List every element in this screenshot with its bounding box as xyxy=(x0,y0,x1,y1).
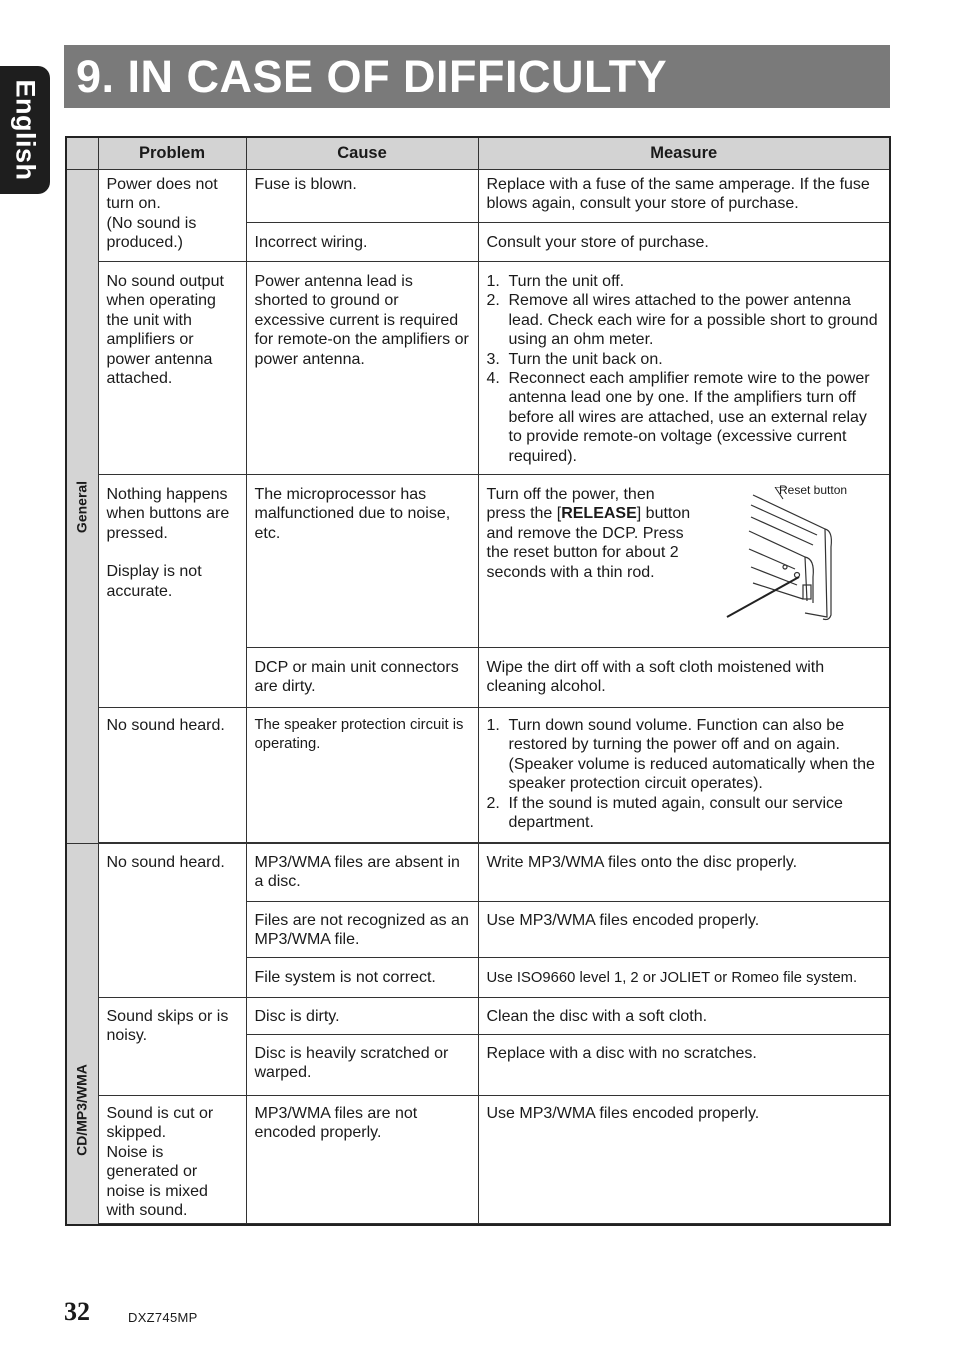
cause-cell xyxy=(246,958,478,998)
cause-cell xyxy=(246,223,478,262)
measure-text: Use MP3/WMA files encoded properly. xyxy=(486,1105,760,1122)
unit-illustration xyxy=(725,487,875,627)
table-row xyxy=(66,170,890,223)
problem-text: Display is not accurate. xyxy=(106,563,202,600)
table-row xyxy=(66,1096,890,1224)
page-title: 9. IN CASE OF DIFFICULTY xyxy=(76,51,668,102)
step-item: 4. Reconnect each amplifier remote wire to the power antenna lead one by one. If the amplifiers turn off before all wires are attached, use an external relay to provide remote-on voltage (excessive current required). xyxy=(486,370,870,465)
troubleshooting-table xyxy=(65,136,891,1226)
header-blank xyxy=(66,137,98,170)
problem-text: Power does not turn on. (No sound is produced.) xyxy=(106,176,218,252)
measure-text: Clean the disc with a soft cloth. xyxy=(486,1008,708,1025)
cause-cell xyxy=(246,998,478,1035)
cause-cell xyxy=(246,902,478,958)
title-bar xyxy=(64,45,890,108)
category-cd xyxy=(66,844,98,1226)
category-cd-label: CD/MP3/WMA xyxy=(73,1064,90,1156)
measure-steps xyxy=(487,716,882,832)
cause-text: MP3/WMA files are not encoded properly. xyxy=(254,1105,418,1142)
cause-text: DCP or main unit connectors are dirty. xyxy=(254,659,459,696)
spacer-row xyxy=(66,1224,890,1226)
table-row xyxy=(66,475,890,648)
cause-cell xyxy=(246,648,478,708)
language-tab-label: English xyxy=(10,79,41,181)
header-problem: Problem xyxy=(98,137,246,170)
category-general xyxy=(66,170,98,844)
cause-cell xyxy=(246,708,478,843)
step-item: 1. Turn down sound volume. Function can also be restored by turning the power off and on again. (Speaker volume is reduced automatically when the speaker protection circuit operates). xyxy=(486,717,875,793)
problem-cell xyxy=(98,1096,246,1224)
measure-text: Consult your store of purchase. xyxy=(486,234,709,251)
measure-cell xyxy=(478,1035,890,1096)
measure-text: Replace with a fuse of the same amperage. If the fuse blows again, consult your store of purchase. xyxy=(486,176,870,213)
problem-cell xyxy=(98,998,246,1096)
problem-cell xyxy=(98,475,246,708)
problem-cell xyxy=(98,170,246,262)
measure-text: Wipe the dirt off with a soft cloth moistened with cleaning alcohol. xyxy=(486,659,825,696)
measure-steps xyxy=(487,272,882,466)
measure-text: Use ISO9660 level 1, 2 or JOLIET or Romeo file system. xyxy=(486,970,858,986)
category-general-label: General xyxy=(73,480,90,533)
measure-cell xyxy=(478,844,890,902)
measure-cell xyxy=(478,648,890,708)
cause-cell xyxy=(246,262,478,475)
table-header-row xyxy=(66,137,890,170)
cause-text: File system is not correct. xyxy=(254,969,436,986)
table-row xyxy=(66,708,890,843)
measure-text: Use MP3/WMA files encoded properly. xyxy=(486,912,760,929)
cause-cell xyxy=(246,844,478,902)
header-cause: Cause xyxy=(246,137,478,170)
measure-cell xyxy=(478,262,890,475)
problem-text: No sound heard. xyxy=(106,717,225,734)
table-row xyxy=(66,262,890,475)
cause-text: MP3/WMA files are absent in a disc. xyxy=(254,854,460,891)
release-button-label: RELEASE xyxy=(561,505,637,523)
measure-cell xyxy=(478,708,890,843)
step-item: 1. Turn the unit off. xyxy=(486,273,625,290)
problem-text: No sound heard. xyxy=(106,854,225,871)
cause-text: Incorrect wiring. xyxy=(254,234,368,251)
measure-cell xyxy=(478,902,890,958)
step-item: 2. If the sound is muted again, consult our service department. xyxy=(486,794,843,832)
step-item: 2. Remove all wires attached to the power antenna lead. Check each wire for a possible short to ground using an ohm meter. xyxy=(486,292,878,349)
cause-text: The microprocessor has malfunctioned due to noise, etc. xyxy=(254,486,451,542)
model-name: DXZ745MP xyxy=(128,1310,198,1325)
problem-cell xyxy=(98,844,246,998)
problem-cell xyxy=(98,708,246,843)
cause-cell xyxy=(246,170,478,223)
cause-text: Files are not recognized as an MP3/WMA file. xyxy=(254,912,469,949)
table-row xyxy=(66,998,890,1035)
cause-cell xyxy=(246,1035,478,1096)
problem-text: Nothing happens when buttons are pressed. xyxy=(106,486,230,542)
cause-text: Disc is dirty. xyxy=(254,1008,340,1025)
measure-cell: Turn off the power, then press the [RELEASE] button and remove the DCP. Press the reset button for about 2 seconds with a thin rod. Reset button xyxy=(478,475,890,648)
measure-cell xyxy=(478,958,890,998)
measure-cell xyxy=(478,1096,890,1224)
cause-text: The speaker protection circuit is operating. xyxy=(254,717,464,753)
measure-text: Replace with a disc with no scratches. xyxy=(486,1045,757,1062)
problem-text: No sound output when operating the unit with amplifiers or power antenna attached. xyxy=(106,273,224,388)
problem-text: Sound is cut or skipped. Noise is generated or noise is mixed with sound. xyxy=(106,1105,214,1220)
cause-cell xyxy=(246,1096,478,1224)
measure-cell xyxy=(478,998,890,1035)
reset-button-figure xyxy=(725,483,875,627)
measure-text: Write MP3/WMA files onto the disc properly. xyxy=(486,854,798,871)
cause-cell xyxy=(246,475,478,648)
cause-text: Disc is heavily scratched or warped. xyxy=(254,1045,449,1082)
table-row xyxy=(66,844,890,902)
problem-cell xyxy=(98,262,246,475)
cause-text: Power antenna lead is shorted to ground or excessive current is required for remote-on the amplifiers or power antenna. xyxy=(254,273,469,368)
header-measure: Measure xyxy=(478,137,890,170)
problem-text: Sound skips or is noisy. xyxy=(106,1008,229,1045)
measure-cell xyxy=(478,223,890,262)
cause-text: Fuse is blown. xyxy=(254,176,357,193)
language-tab xyxy=(0,66,50,194)
step-item: 3. Turn the unit back on. xyxy=(486,350,663,368)
page-number: 32 xyxy=(64,1297,90,1326)
measure-cell xyxy=(478,170,890,223)
reset-button-label: Reset button xyxy=(779,483,848,497)
